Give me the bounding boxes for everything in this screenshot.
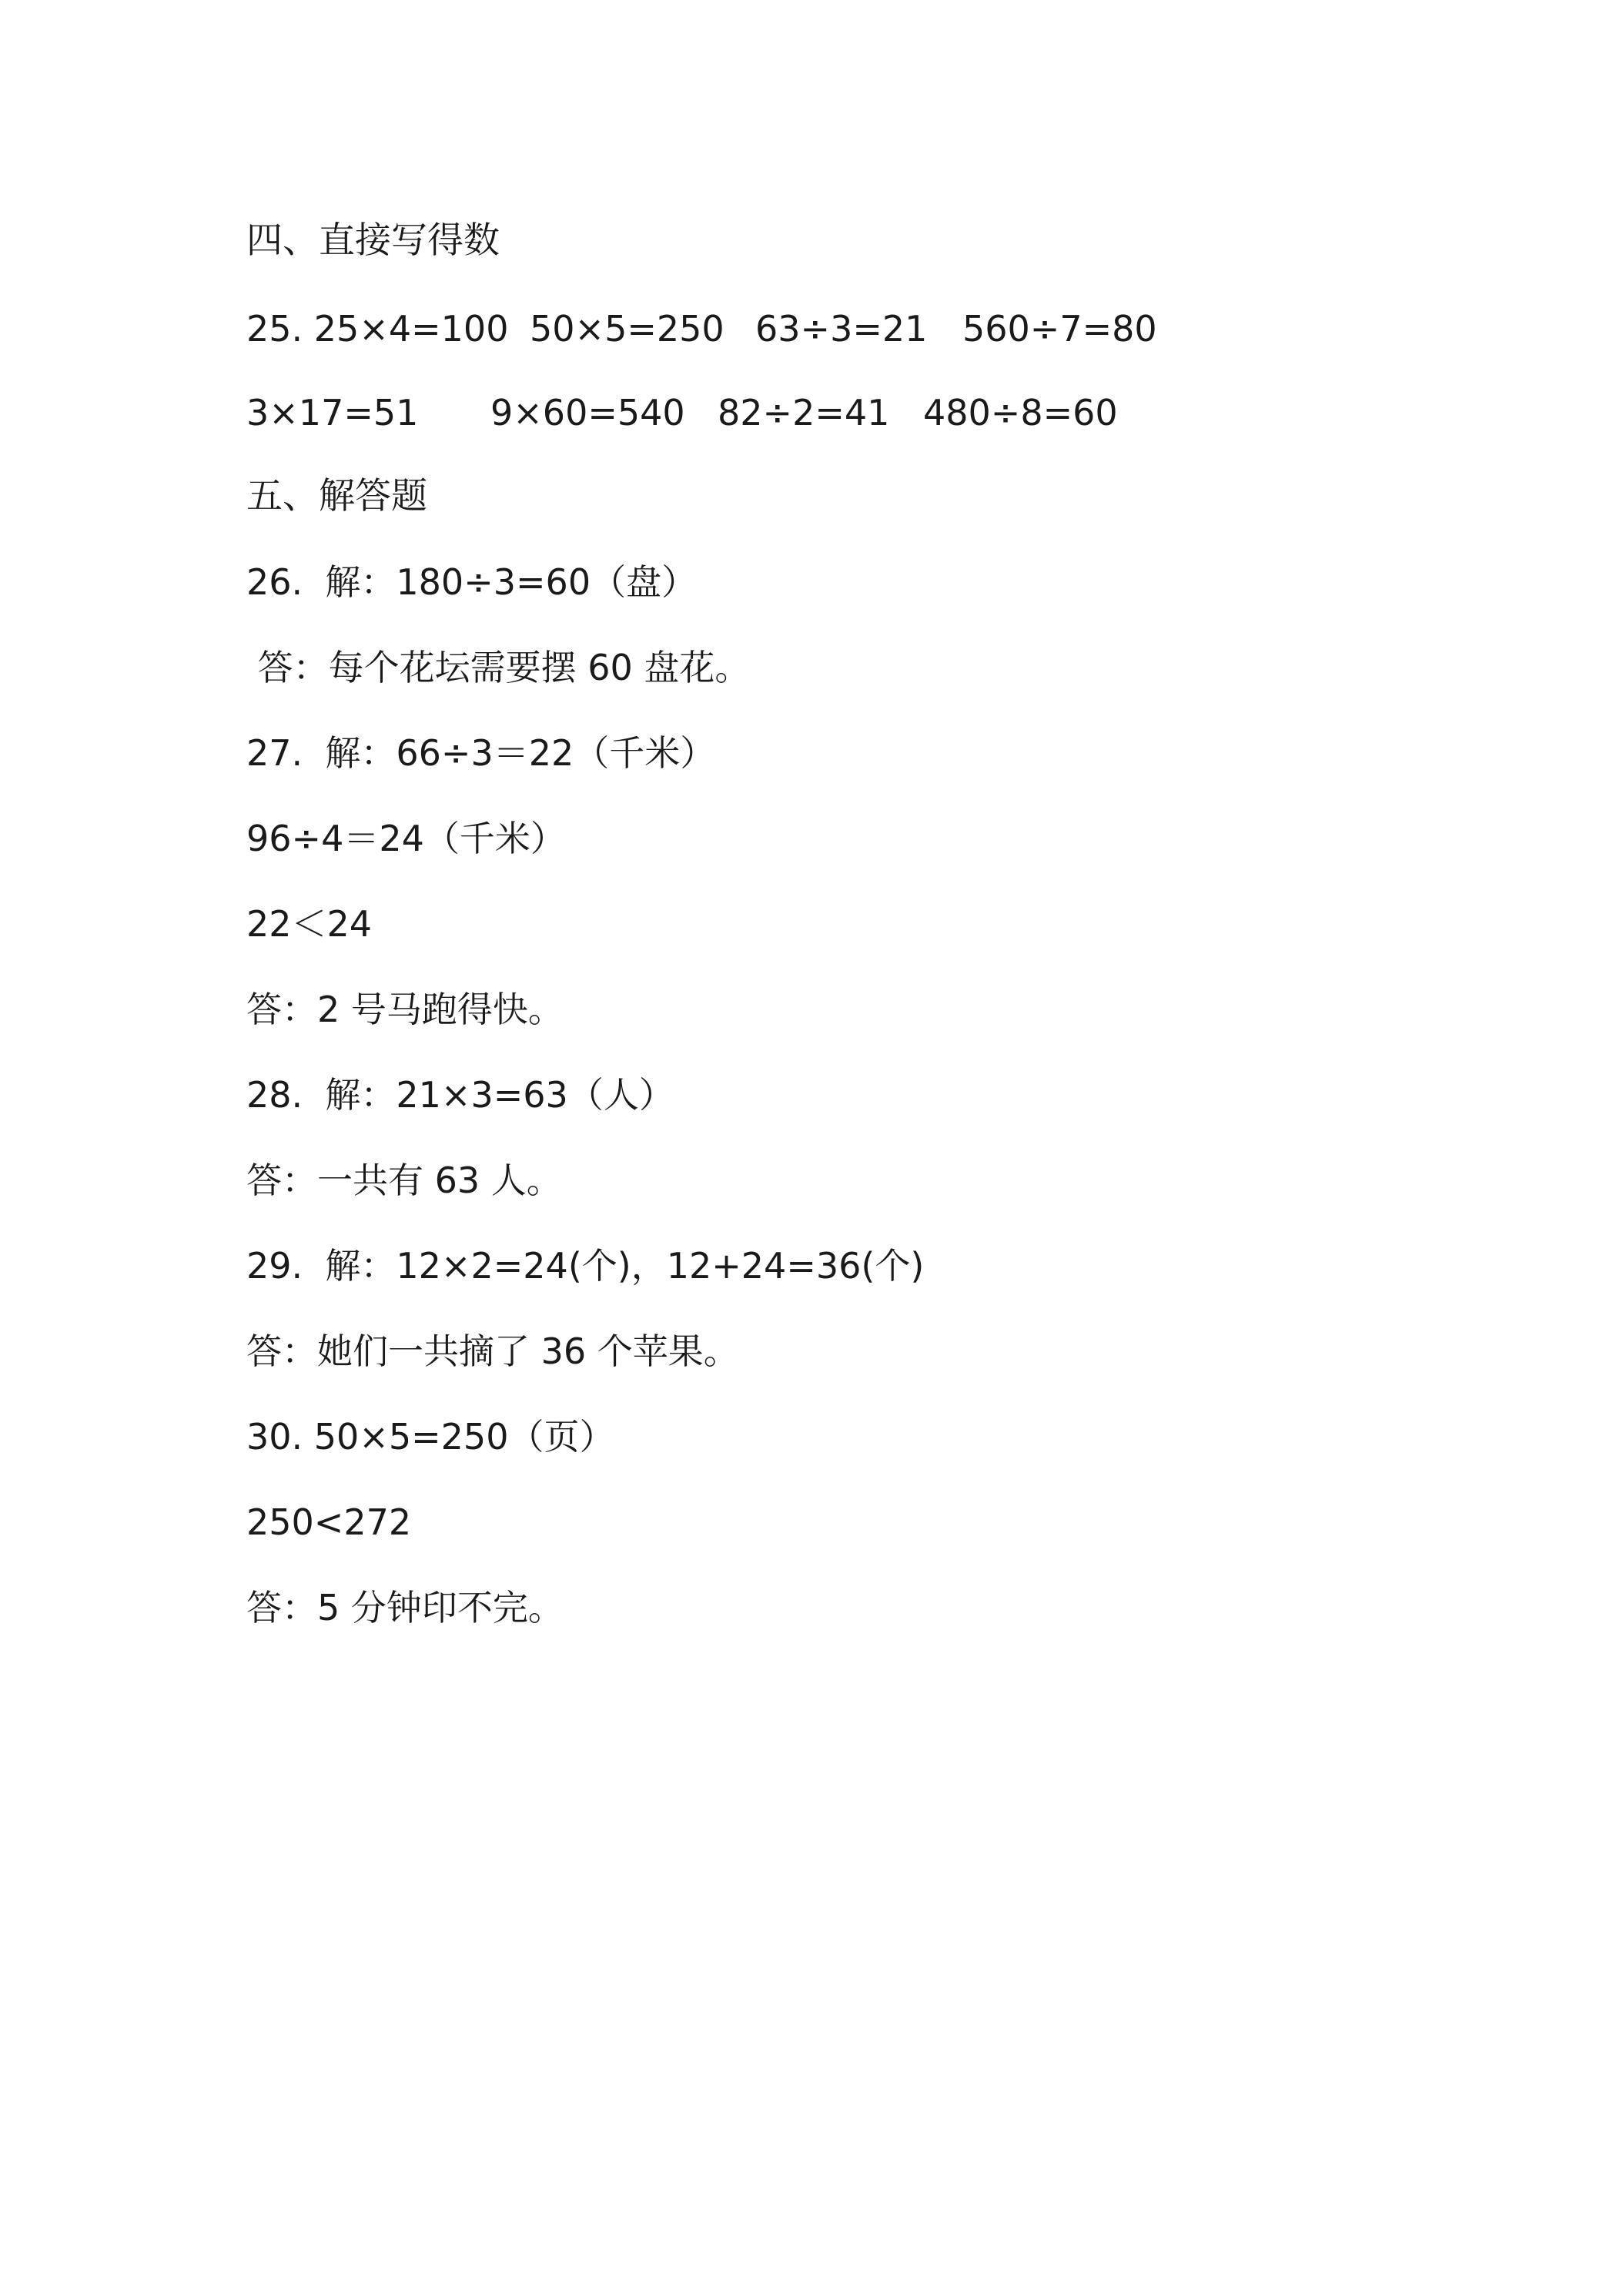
section-5-title: 五、解答题 — [246, 475, 427, 517]
math-item: 9×60=540 — [490, 392, 685, 433]
q30-answer: 答：5 分钟印不完。 — [246, 1587, 564, 1628]
math-item: 63÷3=21 — [755, 308, 928, 350]
math-item: 480÷8=60 — [923, 392, 1118, 433]
math-item: 3×17=51 — [246, 392, 419, 433]
q26-solution: 26. 解：180÷3=60（盘） — [246, 561, 698, 603]
q28-answer: 答：一共有 63 人。 — [246, 1160, 562, 1201]
math-item: 25. 25×4=100 — [246, 308, 509, 350]
mental-math-row-2 — [0, 390, 1623, 435]
section-4-title: 四、直接写得数 — [246, 219, 500, 262]
mental-math-row-1 — [0, 306, 1623, 351]
q30-solution: 30. 50×5=250（页） — [246, 1416, 615, 1458]
q28-solution: 28. 解：21×3=63（人） — [246, 1074, 674, 1116]
q29-solution: 29. 解：12×2=24(个)，12+24=36(个) — [246, 1245, 925, 1287]
q29-answer: 答：她们一共摘了 36 个苹果。 — [246, 1330, 739, 1372]
q30-line-2: 250<272 — [246, 1501, 412, 1543]
math-item: 82÷2=41 — [718, 392, 890, 433]
q27-line-2: 96÷4＝24（千米） — [246, 818, 566, 859]
q27-solution: 27. 解：66÷3＝22（千米） — [246, 732, 716, 774]
q27-line-3: 22＜24 — [246, 903, 373, 945]
math-item: 560÷7=80 — [962, 308, 1157, 350]
math-item: 50×5=250 — [530, 308, 724, 350]
q26-answer: 答：每个花坛需要摆 60 盘花。 — [246, 647, 751, 688]
q27-answer: 答：2 号马跑得快。 — [246, 989, 564, 1030]
